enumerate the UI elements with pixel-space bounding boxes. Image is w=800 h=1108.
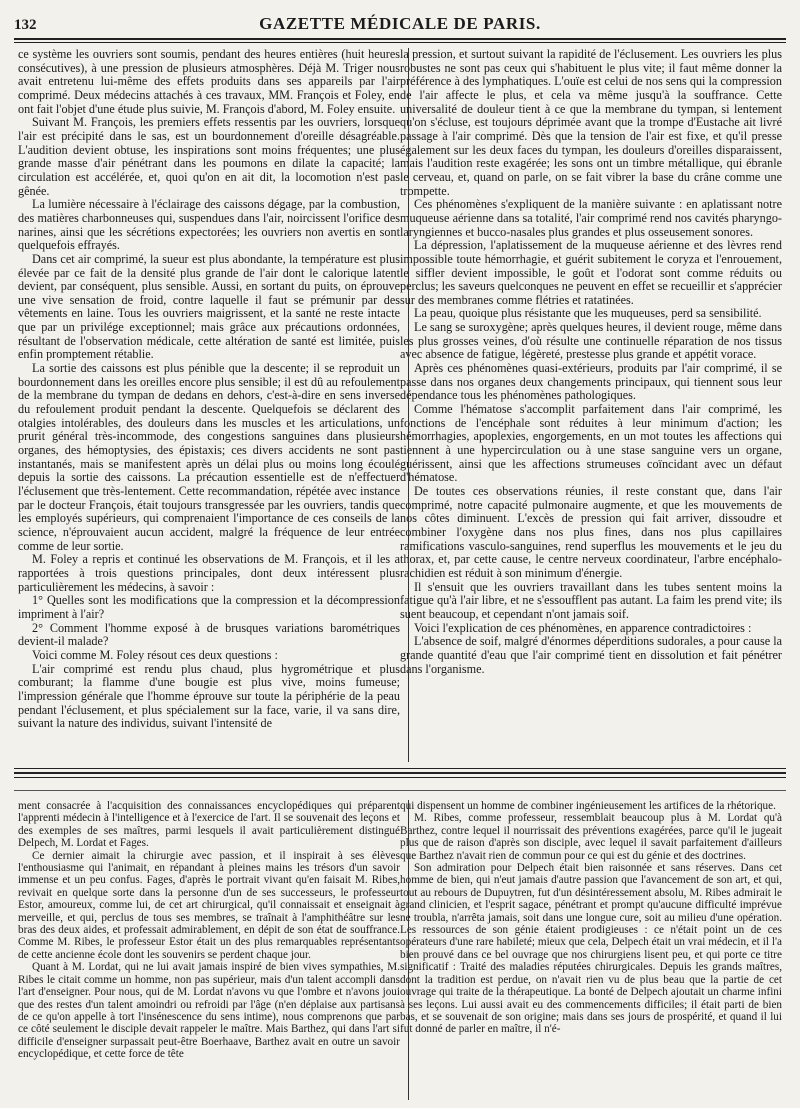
paragraph: Le sang se suroxygène; après quelques heures, il devient rouge, même dans les plus grosses veines, d'où résulte une continuelle réparation de nos tissus avec absence de fatigue, légèreté, prestesse plus grande et appétit vorace.: [400, 320, 782, 362]
paragraph: Comme l'hématose s'accomplit parfaitement dans l'air comprimé, les fonctions de l'encéphale sont réduites à leur minimum d'action; les hémorrhagies, apoplexies, engorgements, en un mot toutes les affections qui tiennent à une hypercirculation ou à une stase sanguine vers un organe, guérissent, ainsi que les affections strumeuses coïncidant avec un défaut d'hématose.: [400, 402, 782, 485]
upper-right-column: [400, 48, 782, 762]
paragraph: ce système les ouvriers sont soumis, pendant des heures entières (huit heures consécutives), à une pression de plusieurs atmosphères. Déjà M. Triger nous avait entretenu lui-même des effets produits dans ses appareils par l'air comprimé. Deux médecins attachés à ces travaux, MM. François et Foley, en ont fait l'objet d'une étude plus suivie, M. François d'abord, M. Foley ensuite.: [18, 48, 400, 116]
paragraph: la pression, et surtout suivant la rapidité de l'éclusement. Les ouvriers les plus robustes ne sont pas ceux qui s'habituent le plus vite; il faut même donner la préférence à des lymphatiques. L'ouïe est celui de nos sens qui la compression de l'air affecte le plus, et cela va même jusqu'à la souffrance. Cette universalité de douleur tient à ce que la membrane du tympan, si lentement qu'on s'écluse, est toujours déprimée avant que la trompe d'Eustache ait livré passage à l'air comprimé. Dès que la tension de l'air est fixe, et qu'il presse également sur les deux faces du tympan, les douleurs d'oreilles disparaissent, mais l'audition reste exagérée; les sons ont un timbre métallique, qui ébranle le cerveau, et, quand on parle, on se fait vibrer la base du crâne comme une trompette.: [400, 48, 782, 198]
paragraph: 1° Quelles sont les modifications que la compression et la décompression impriment à l'air?: [18, 593, 400, 621]
article-upper: [18, 48, 782, 762]
paragraph: Son admiration pour Delpech était bien raisonnée et sans réserves. Dans cet homme de bien, qui n'eut jamais d'autre passion que l'avancement de son art, et qui, tout au rebours de Dupuytren, fut d'un désintéressement absolu, M. Ribes admirait le grand clinicien, et l'esprit sagace, pénétrant et prompt qu'aucune difficulté imprévue ne troubla, n'arrêta jamais, soit dans une longue cure, soit au milieu d'une opération. Les ressources de son génie étaient prodigieuses : ce n'était point un de ces opérateurs d'une rare habileté; mieux que cela, Delpech était un vrai médecin, et il l'a bien prouvé dans ce bel ouvrage que nos chirurgiens lisent peu, et qui porte ce titre significatif : Traité des maladies réputées chirurgicales. Depuis les grands maîtres, dont la tradition est perdue, on n'avait rien vu de plus beau que la partie de cet ouvrage qui traite de la thérapeutique. La bonté de Delpech ajoutait un charme infini à ses leçons. Lui aussi avait eu des commencements difficiles; il était parti de bien bas, et se souvenait de son origine; mais dans ses jours de prospérité, et quand il lui fut donné de parler en maître, il n'é-: [400, 862, 782, 1036]
paragraph: La peau, quoique plus résistante que les muqueuses, perd sa sensibilité.: [414, 306, 762, 321]
feuilleton: [18, 800, 782, 1100]
paragraph: La lumière nécessaire à l'éclairage des caissons dégage, par la combustion, des matières charbonneuses qui, suspendues dans l'air, noircissent l'orifice des narines, ainsi que les sécrétions expectorées; les ouvriers non avertis en sont quelquefois effrayés.: [18, 197, 400, 253]
paragraph: Ces phénomènes s'expliquent de la manière suivante : en aplatissant notre muqueuse aérienne dans sa totalité, l'air comprimé rend nos cavités pharyngo-laryngiennes et bucco-nasales plus grandes et plus osseusement sonores.: [400, 197, 782, 239]
lower-left-column: [18, 800, 400, 1100]
paragraph: La dépression, l'aplatissement de la muqueuse aérienne et des lèvres rend impossible toute hémorrhagie, et guérit subitement le coryza et l'enrouement, le siffler devient impossible, le goût et l'odorat sont comme réduits ou perclus; les saveurs quelconques ne peuvent en effet se recueillir et s'apprécier sur des membranes comme flétries et ratatinées.: [400, 238, 782, 307]
paragraph: Voici comme M. Foley résout ces deux questions :: [32, 647, 278, 662]
paragraph: qui dispensent un homme de combiner ingénieusement les artifices de la rhétorique.: [400, 800, 776, 812]
section-divider: [14, 768, 786, 769]
paragraph: Suivant M. François, les premiers effets ressentis par les ouvriers, lorsque l'air est précipité dans le sas, est un bourdonnement d'oreille désagréable. L'audition devient obtuse, les inspirations sont moins fréquentes; une plus grande masse d'air pénétrant dans les poumons en dilate la capacité; la circulation est accélérée, et, quoi qu'on en ait dit, la locomotion n'est pas gênée.: [18, 115, 400, 198]
lower-right-column: [400, 800, 782, 1100]
page-header: [14, 14, 786, 36]
page-number: 132: [14, 17, 37, 33]
paragraph: L'air comprimé est rendu plus chaud, plus hygrométrique et plus comburant; la flamme d'une bougie est plus vive, moins fumeuse; l'impression générale que l'homme éprouve sur toute la périphérie de la peau pendant l'éclusement, et plus spécialement sur la face, varie, il va sans dire, suivant la nature des individus, suivant l'intensité de: [18, 661, 400, 731]
paragraph: La sortie des caissons est plus pénible que la descente; il se reproduit un bourdonnement dans les oreilles encore plus sensible; il est dû au refoulement de la membrane du tympan de dedans en dehors, c'est-à-dire en sens inverse du refoulement produit pendant la descente. Quelquefois se déclarent des otalgies intolérables, des douleurs dans les muscles et les articulations, un prurit général très-incommode, des congestions sanguines dans plusieurs organes, des hémoptysies, des épistaxis; ces divers accidents ne sont pas instantanés, mais se manifestent après un délai plus ou moins long écoulé depuis la sortie des caissons. La précaution essentielle est de n'effectuer l'éclusement que très-lentement. Cette recommandation, répétée avec instance par le docteur François, était toujours transgressée par les ouvriers, tandis que les employés supérieurs, qui comprenaient l'importance de ces conseils de la science, n'éprouvaient aucun accident, malgré la fréquence de leur entrée comme de leur sortie.: [18, 361, 400, 553]
paragraph: De toutes ces observations réunies, il reste constant que, dans l'air comprimé, notre capacité pulmonaire augmente, et que les mouvements de nos côtes diminuent. L'excès de pression qui fait arriver, dissoudre et combiner l'oxygène dans nos plus fines, dans nos plus capillaires ramifications vasculo-sanguines, rend superflus les mouvements et le jeu du thorax, et, par cette cause, le centre nerveux coordinateur, l'arbre encéphalo-rachidien est réduit à son minimum d'énergie.: [400, 484, 782, 580]
journal-title: GAZETTE MÉDICALE DE PARIS.: [259, 14, 541, 33]
section-divider-thin: [14, 777, 786, 778]
paragraph: Quant à M. Lordat, qui ne lui avait jamais inspiré de bien vives sympathies, M. Ribes le citait comme un homme, non pas supérieur, mais d'un talent accompli dans l'art d'enseigner. Pour nous, qui de M. Lordat n'avons vu que l'ombre et n'avons joui que des restes d'un talent amoindri ou refroidi par l'âge (n'en déplaise aux partisans de ce qu'on appelle à tort l'insénescence du sens intime), nous comprenons que par ce côté seulement le disciple devait rappeler le maître. Mais Barthez, qui dans l'art si difficile d'enseigner surpassait peut-être Boerhaave, Barthez avait en outre un savoir encyclopédique, et cette force de tête: [18, 961, 400, 1061]
header-rule-thin: [14, 42, 786, 43]
paragraph: Dans cet air comprimé, la sueur est plus abondante, la température est plus élevée par ce fait de la densité plus grande de l'air dont le calorique latent devient, par conséquent, plus sensible. Aussi, en sortant du puits, on éprouve une vive sensation de froid, contre laquelle il faut se prémunir par des vêtements en laine. Tous les ouvriers maigrissent, et la santé ne reste intacte que par un privilége exceptionnel; mais grâce aux précautions ordonnées, résultant de l'observation médicale, cette altération de santé est limitée, puis enfin promptement rétablie.: [18, 251, 400, 362]
header-rule: [14, 38, 786, 40]
upper-left-column: [18, 48, 400, 762]
paragraph: L'absence de soif, malgré d'énormes déperditions sudorales, a pour cause la grande quantité d'eau que l'air comprimé tient en dissolution et fait pénétrer dans l'organisme.: [400, 634, 782, 676]
section-divider-thick: [14, 772, 786, 774]
paragraph: ment consacrée à l'acquisition des connaissances encyclopédiques qui préparent l'apprenti médecin à l'intelligence et à l'exercice de l'art. Il se souvenait des leçons et des exemples de ses maîtres, parmi lesquels il avait particulièrement distingué Delpech, M. Lordat et Fages.: [18, 800, 400, 850]
paragraph: Voici l'explication de ces phénomènes, en apparence contradictoires :: [414, 620, 752, 635]
column-separator: [408, 800, 409, 1100]
paragraph: 2° Comment l'homme exposé à de brusques variations barométriques devient-il malade?: [18, 620, 400, 649]
paragraph: Après ces phénomènes quasi-extérieurs, produits par l'air comprimé, il se passe dans nos organes deux changements principaux, qui tiennent sous leur dépendance tous les phénomènes pathologiques.: [400, 361, 782, 403]
paragraph: Ce dernier aimait la chirurgie avec passion, et il inspirait à ses élèves l'enthousiasme qui l'animait, en répandant à pleines mains les trésors d'un savoir immense et un peu confus. Fages, d'après le portrait vivant qu'en faisait M. Ribes, revivait en quelque sorte dans la personne d'un de ses successeurs, le professeur Estor, amoureux, comme lui, de cet art chirurgical, qu'il connaissait et enseignait à merveille, et qui, perclus de tous ses membres, se traînait à l'amphithéâtre sur les bras des deux aides, et professait admirablement, en dépit de son état de souffrance. Comme M. Ribes, le professeur Estor était un des plus remarquables représentants de cette ancienne école dont les souvenirs se perdent chaque jour.: [18, 849, 400, 961]
paragraph: M. Foley a repris et continué les observations de M. François, et il les a rapportées à trois questions principales, dont deux intéressent plus particulièrement les médecins, à savoir :: [18, 552, 400, 594]
paragraph: M. Ribes, comme professeur, ressemblait beaucoup plus à M. Lordat qu'à Barthez, contre lequel il nourrissait des préventions exagérées, parce qu'il le jugeait plus que de raison d'après son disciple, avec lequel il savait parfaitement d'ailleurs que Barthez n'avait rien de commun pour ce qui est du génie et des doctrines.: [400, 812, 782, 862]
column-separator: [408, 48, 409, 762]
paragraph: Il s'ensuit que les ouvriers travaillant dans les tubes sentent moins la fatigue qu'à l'air libre, et ne s'essoufflent pas autant. La faim les prend vite; ils suent beaucoup, et cependant n'ont jamais soif.: [400, 579, 782, 621]
feuilleton-rule: [14, 790, 786, 791]
